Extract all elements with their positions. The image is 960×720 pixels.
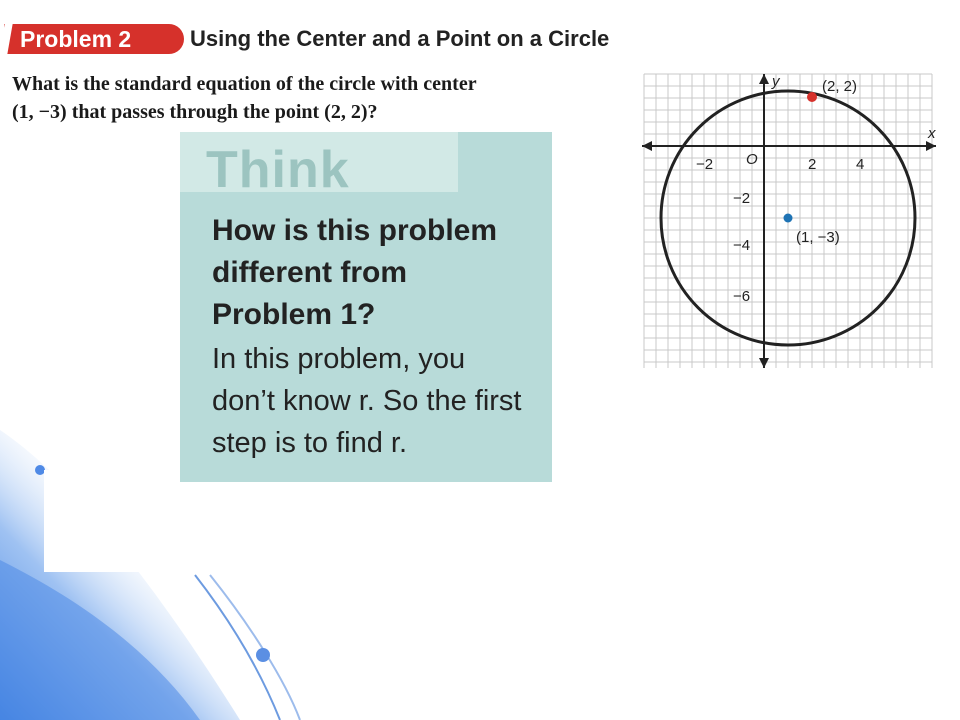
x-tick-label: −2 xyxy=(696,156,714,173)
think-question xyxy=(212,210,542,336)
y-axis-label: y xyxy=(772,73,780,90)
think-answer-line: step is to find r. xyxy=(212,427,408,459)
think-tab xyxy=(180,132,458,199)
center-label: (1, −3) xyxy=(796,229,840,246)
problem-header xyxy=(0,20,960,60)
y-tick-label: −2 xyxy=(733,190,751,207)
problem-number-tab: Problem 2 xyxy=(4,24,184,54)
point-on-circle xyxy=(807,92,817,102)
think-box xyxy=(180,132,552,482)
think-heading: Think xyxy=(206,141,350,199)
circle-graph xyxy=(638,70,938,372)
think-answer-line: In this problem, you xyxy=(212,343,466,375)
question-line-2: (1, −3) that passes through the point (2, 2)? xyxy=(12,101,378,123)
think-answer xyxy=(212,338,548,464)
circle-center xyxy=(784,214,793,223)
y-tick-label: −4 xyxy=(733,237,751,254)
think-question-line: How is this problem xyxy=(212,214,498,247)
problem-title: Using the Center and a Point on a Circle xyxy=(190,26,610,51)
x-tick-label: 2 xyxy=(808,156,817,173)
question-text xyxy=(12,70,572,126)
y-tick-label: −6 xyxy=(733,288,751,305)
content-panel xyxy=(44,470,920,572)
think-answer-line: don’t know r. So the first xyxy=(212,385,522,417)
think-question-line: Problem 1? xyxy=(212,298,376,331)
origin-label: O xyxy=(746,151,758,168)
point-label: (2, 2) xyxy=(822,78,858,95)
x-axis-label: x xyxy=(928,125,936,142)
x-tick-label: 4 xyxy=(856,156,865,173)
question-line-1: What is the standard equation of the circle with center xyxy=(12,73,477,95)
think-question-line: different from xyxy=(212,256,407,289)
